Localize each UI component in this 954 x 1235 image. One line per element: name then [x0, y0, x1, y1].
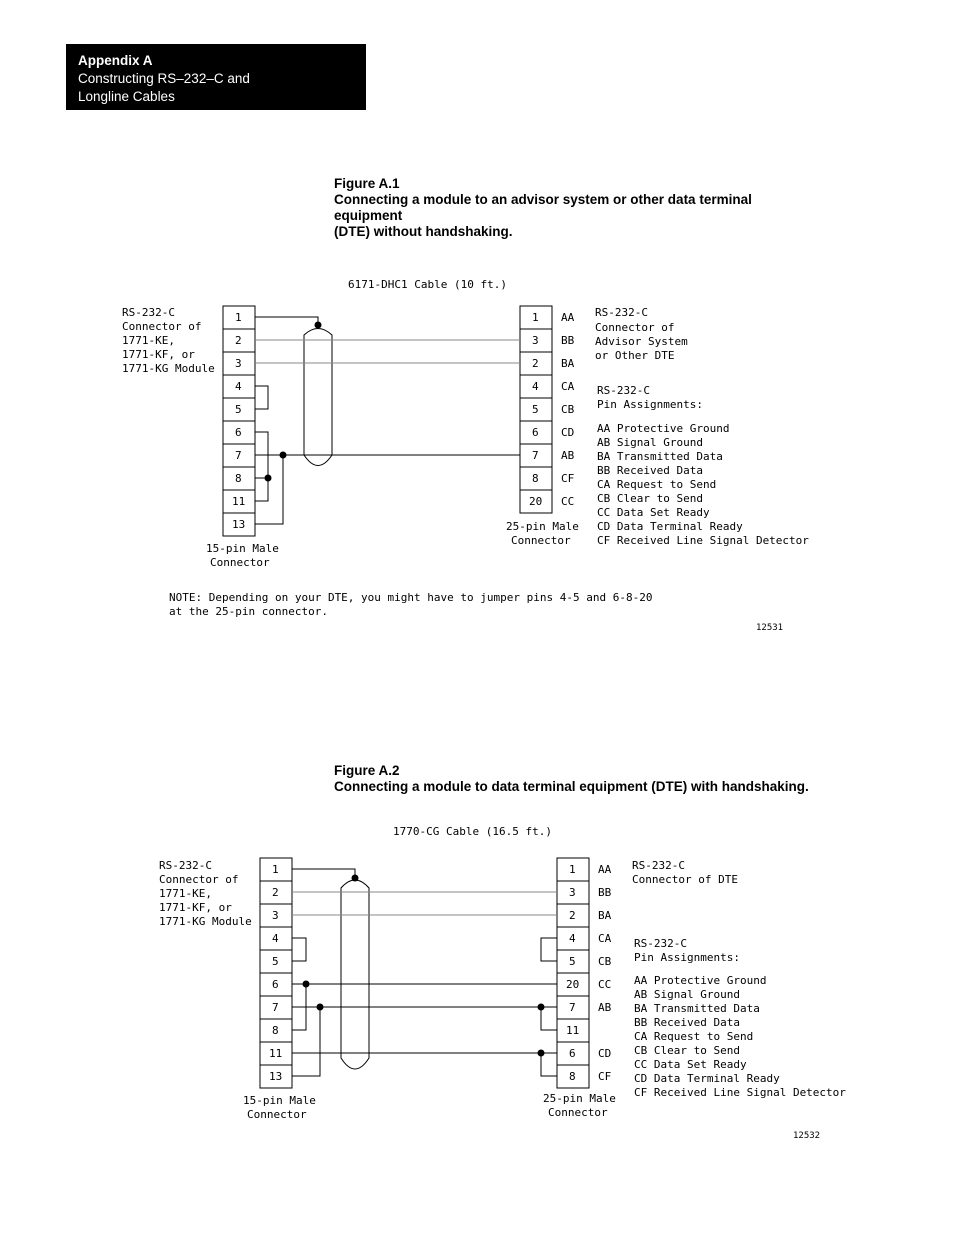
figure2-assign-cf: CF Received Line Signal Detector: [634, 1086, 846, 1099]
figure2-left-desc-5: 1771-KG Module: [159, 915, 252, 928]
figure2-right-pin-7: 7: [569, 1001, 576, 1014]
figure1-right-pin-1: 1: [532, 311, 539, 324]
figure1-left-desc-4: 1771-KF, or: [122, 348, 195, 361]
figure2-left-footer-2: Connector: [247, 1108, 307, 1121]
figure2-sig-ba: BA: [598, 909, 612, 922]
figure1-sig-cd: CD: [561, 426, 575, 439]
figure2-left-desc-3: 1771-KE,: [159, 887, 212, 900]
figure2-left-desc-2: Connector of: [159, 873, 239, 886]
figure1-right-desc-2: Connector of: [595, 321, 675, 334]
figure2-assign-cd: CD Data Terminal Ready: [634, 1072, 780, 1085]
figure2-left-pin-4: 4: [272, 932, 279, 945]
figure1-left-pin-6: 6: [235, 426, 242, 439]
figure2-right-pin-11: 11: [566, 1024, 580, 1037]
figure2-sig-cf: CF: [598, 1070, 612, 1083]
figure1-assign-ab: AB Signal Ground: [597, 436, 703, 449]
figure1-assign-cb: CB Clear to Send: [597, 492, 703, 505]
figure2-sig-bb: BB: [598, 886, 612, 899]
figure2-caption-1: Connecting a module to data terminal equipment (DTE) with handshaking.: [334, 779, 809, 794]
figure2-sig-aa: AA: [598, 863, 612, 876]
figure2-left-pin-1: 1: [272, 863, 279, 876]
figure1-right-pin-5: 5: [532, 403, 539, 416]
figure1-sig-aa: AA: [561, 311, 575, 324]
figure1-left-pin-3: 3: [235, 357, 242, 370]
figure1-right-pin-4: 4: [532, 380, 539, 393]
figure1-right-pin-6: 6: [532, 426, 539, 439]
figure2-wires: [292, 869, 557, 1076]
figure1-note-2: at the 25-pin connector.: [169, 605, 328, 618]
figure2-left-pin-8: 8: [272, 1024, 279, 1037]
figure2-id: 12532: [793, 1131, 821, 1141]
figure2-assign-aa: AA Protective Ground: [634, 974, 767, 987]
figure2-junction-dots: [303, 875, 545, 1057]
figure1-right-footer-1: 25-pin Male: [506, 520, 579, 533]
figure2-right-pin-2: 2: [569, 909, 576, 922]
figure1-assign-title-2: Pin Assignments:: [597, 398, 703, 411]
figure1-left-pin-7: 7: [235, 449, 242, 462]
figure2-wiring-diagram: [0, 820, 954, 1150]
figure2-left-pin-13: 13: [269, 1070, 283, 1083]
figure1-left-footer-2: Connector: [210, 556, 270, 569]
figure2-right-footer-2: Connector: [548, 1106, 608, 1119]
figure1-assign-cc: CC Data Set Ready: [597, 506, 710, 519]
figure1-sig-ba: BA: [561, 357, 575, 370]
figure1-label: Figure A.1: [334, 176, 400, 191]
figure1-right-desc-4: or Other DTE: [595, 349, 675, 362]
figure1-assign-cd: CD Data Terminal Ready: [597, 520, 743, 533]
figure1-sig-cc: CC: [561, 495, 575, 508]
figure1-caption-1: Connecting a module to an advisor system or other data terminal equipment: [334, 192, 752, 223]
figure2-assign-cc: CC Data Set Ready: [634, 1058, 747, 1071]
figure1-id: 12531: [756, 623, 784, 633]
figure1-right-desc-1: RS-232-C: [595, 306, 648, 319]
appendix-subtitle-1: Constructing RS–232–C and: [78, 71, 250, 86]
figure2-label: Figure A.2: [334, 763, 400, 778]
figure1-note-1: NOTE: Depending on your DTE, you might have to jumper pins 4-5 and 6-8-20: [169, 591, 653, 604]
figure2-assign-bb: BB Received Data: [634, 1016, 740, 1029]
figure2-left-pin-5: 5: [272, 955, 279, 968]
figure2-assign-title-2: Pin Assignments:: [634, 951, 740, 964]
figure2-assign-title-1: RS-232-C: [634, 937, 687, 950]
figure1-diagram: [0, 270, 954, 640]
figure1-left-pin-4: 4: [235, 380, 242, 393]
figure1-right-pin-3: 3: [532, 334, 539, 347]
figure1-right-pin-7: 7: [532, 449, 539, 462]
figure1-junction-dots: [265, 322, 322, 482]
figure1-right-footer-2: Connector: [511, 534, 571, 547]
figure2-right-pin-5: 5: [569, 955, 576, 968]
figure2-left-footer-1: 15-pin Male: [243, 1094, 316, 1107]
figure1-left-pin-13: 13: [232, 518, 246, 531]
figure1-sig-bb: BB: [561, 334, 575, 347]
figure2-cable-label: 1770-CG Cable (16.5 ft.): [393, 825, 552, 838]
figure2-sig-cd: CD: [598, 1047, 612, 1060]
figure2-title: [334, 763, 814, 795]
figure2-right-desc-2: Connector of DTE: [632, 873, 738, 886]
figure2-left-desc-1: RS-232-C: [159, 859, 212, 872]
figure2-sig-cb: CB: [598, 955, 612, 968]
figure1-left-pin-5: 5: [235, 403, 242, 416]
figure2-sig-ab: AB: [598, 1001, 612, 1014]
figure1-sig-cb: CB: [561, 403, 575, 416]
figure2-right-pin-3: 3: [569, 886, 576, 899]
figure1-title: [334, 176, 814, 240]
figure2-left-pin-11: 11: [269, 1047, 283, 1060]
figure1-assign-ba: BA Transmitted Data: [597, 450, 723, 463]
figure1-assign-ca: CA Request to Send: [597, 478, 717, 491]
figure2-right-pin-6: 6: [569, 1047, 576, 1060]
figure1-left-pin-8: 8: [235, 472, 242, 485]
figure2-left-pin-6: 6: [272, 978, 279, 991]
figure2-right-pin-20: 20: [566, 978, 580, 991]
figure1-left-pin-11: 11: [232, 495, 246, 508]
figure2-diagram: [0, 820, 954, 1150]
figure2-assign-cb: CB Clear to Send: [634, 1044, 740, 1057]
appendix-header: [66, 44, 366, 110]
figure1-left-desc-1: RS-232-C: [122, 306, 175, 319]
figure2-right-footer-1: 25-pin Male: [543, 1092, 616, 1105]
figure1-assign-title-1: RS-232-C: [597, 384, 650, 397]
appendix-label: Appendix A: [78, 53, 153, 68]
figure1-left-pin-1: 1: [235, 311, 242, 324]
figure1-left-pin-2: 2: [235, 334, 242, 347]
figure2-sig-cc: CC: [598, 978, 612, 991]
figure2-left-pin-2: 2: [272, 886, 279, 899]
figure2-assign-ba: BA Transmitted Data: [634, 1002, 760, 1015]
figure1-left-desc-5: 1771-KG Module: [122, 362, 215, 375]
figure2-left-pin-3: 3: [272, 909, 279, 922]
figure2-assign-ca: CA Request to Send: [634, 1030, 754, 1043]
figure1-sig-ca: CA: [561, 380, 575, 393]
figure1-assign-bb: BB Received Data: [597, 464, 703, 477]
figure2-right-pin-4: 4: [569, 932, 576, 945]
figure2-right-pin-1: 1: [569, 863, 576, 876]
figure1-cable-label: 6171-DHC1 Cable (10 ft.): [348, 278, 507, 291]
figure1-caption-2: (DTE) without handshaking.: [334, 224, 513, 239]
figure1-assign-cf: CF Received Line Signal Detector: [597, 534, 809, 547]
figure1-right-pin-8: 8: [532, 472, 539, 485]
figure2-right-pin-8: 8: [569, 1070, 576, 1083]
figure1-assign-aa: AA Protective Ground: [597, 422, 730, 435]
figure1-sig-ab: AB: [561, 449, 575, 462]
figure2-left-pin-7: 7: [272, 1001, 279, 1014]
figure2-left-desc-4: 1771-KF, or: [159, 901, 232, 914]
figure2-assign-ab: AB Signal Ground: [634, 988, 740, 1001]
figure1-sig-cf: CF: [561, 472, 575, 485]
figure2-right-desc-1: RS-232-C: [632, 859, 685, 872]
appendix-subtitle-2: Longline Cables: [78, 89, 175, 104]
figure1-wires: [255, 317, 520, 524]
figure1-left-footer-1: 15-pin Male: [206, 542, 279, 555]
figure1-wiring-diagram: [0, 270, 954, 640]
figure1-left-desc-3: 1771-KE,: [122, 334, 175, 347]
figure2-sig-ca: CA: [598, 932, 612, 945]
figure2-assignments: [634, 974, 846, 1099]
figure1-right-pin-2: 2: [532, 357, 539, 370]
figure1-left-desc-2: Connector of: [122, 320, 202, 333]
figure1-right-pin-20: 20: [529, 495, 543, 508]
figure1-right-desc-3: Advisor System: [595, 335, 688, 348]
figure1-assignments: [597, 422, 809, 547]
